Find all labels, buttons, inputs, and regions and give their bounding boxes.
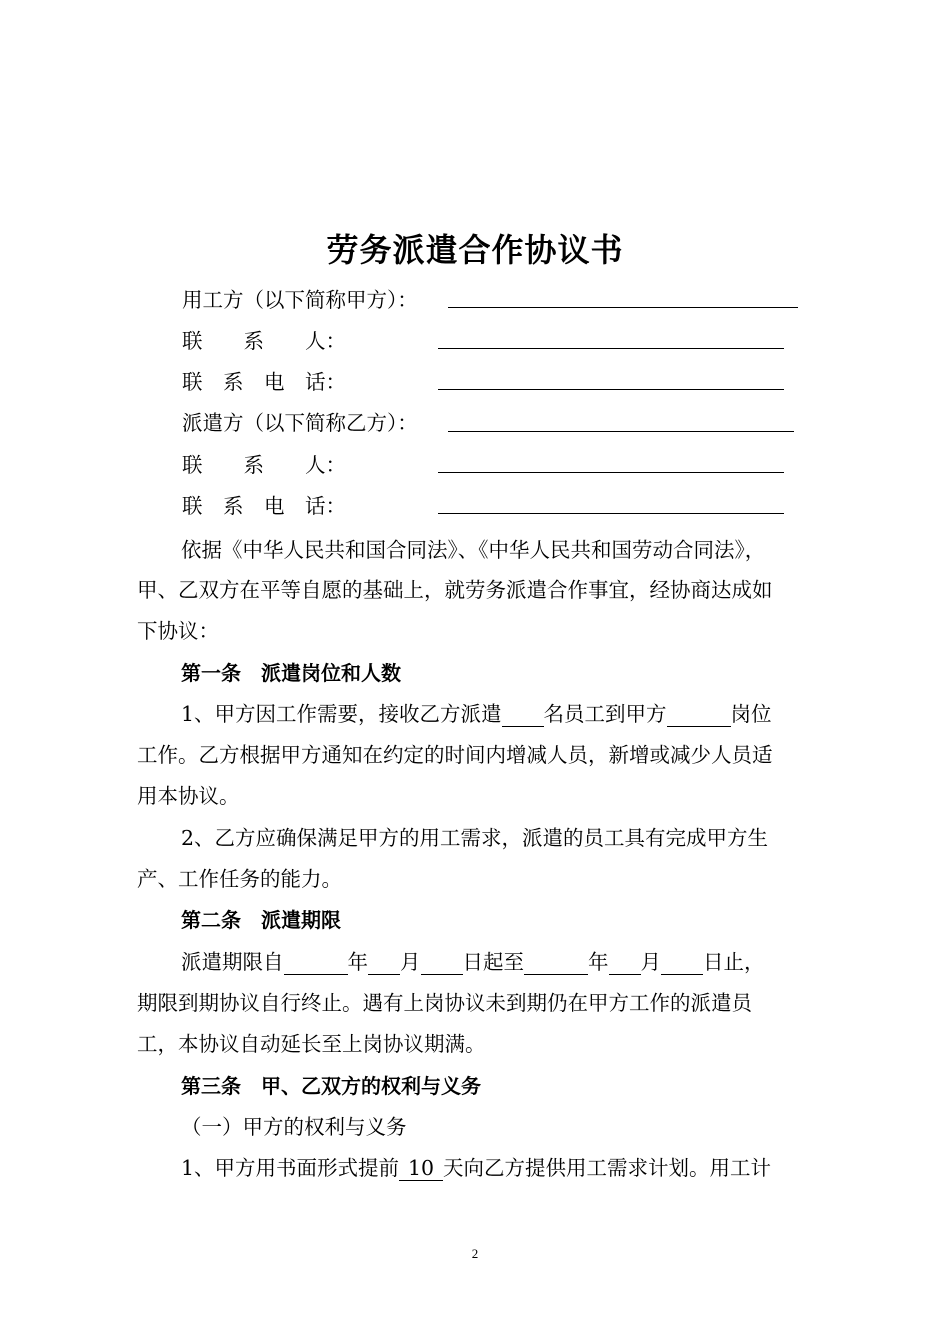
dispatcher-contact-blank[interactable] (438, 472, 784, 473)
article-1-para-1-line-1 (137, 694, 871, 735)
end-month-blank[interactable] (609, 950, 641, 975)
month-label-2: 月 (640, 950, 661, 974)
intro-line-2: 甲、乙双方在平等自愿的基础上，就劳务派遣合作事宜，经协商达成如 (137, 578, 773, 602)
article-3-text-a: 1、甲方用书面形式提前 (181, 1156, 400, 1180)
article-2-line-3: 工，本协议自动延长至上岗协议期满。 (137, 1032, 486, 1056)
start-year-blank[interactable] (284, 950, 348, 975)
notice-days[interactable]: 10 (399, 1156, 443, 1181)
start-label: 日起至 (462, 950, 524, 974)
employer-label: 用工方（以下简称甲方）： (182, 288, 418, 312)
article-1-text-c: 岗位 (730, 702, 772, 726)
employer-phone-blank[interactable] (438, 389, 784, 390)
employer-contact-blank[interactable] (438, 348, 784, 349)
article-2-line-1 (137, 942, 871, 983)
article-3-para-1-line-1 (137, 1148, 871, 1189)
employer-phone-label: 联 系 电 话： (182, 370, 346, 394)
dispatcher-contact-label: 联 系 人： (182, 453, 346, 477)
document-title: 劳务派遣合作协议书 (326, 231, 624, 269)
end-year-blank[interactable] (524, 950, 588, 975)
month-label: 月 (400, 950, 421, 974)
dispatcher-phone-blank[interactable] (438, 513, 784, 514)
position-blank[interactable] (667, 702, 731, 727)
intro-line-3: 下协议： (137, 619, 219, 643)
employer-contact-label: 联 系 人： (182, 329, 346, 353)
year-label: 年 (347, 950, 368, 974)
employer-blank[interactable] (448, 307, 798, 308)
article-1-heading: 第一条 派遣岗位和人数 (181, 661, 401, 685)
article-1-para-1-line-2: 工作。乙方根据甲方通知在约定的时间内增减人员，新增或减少人员适 (137, 743, 773, 767)
worker-count-blank[interactable] (502, 702, 544, 727)
article-3-text-b: 天向乙方提供用工需求计划。用工计 (443, 1156, 772, 1180)
end-day-blank[interactable] (661, 950, 703, 975)
page-number: 2 (471, 1246, 479, 1261)
dispatcher-label: 派遣方（以下简称乙方）： (182, 411, 418, 435)
year-label-2: 年 (588, 950, 609, 974)
start-month-blank[interactable] (368, 950, 400, 975)
intro-line-1: 依据《中华人民共和国合同法》、《中华人民共和国劳动合同法》， (181, 538, 766, 562)
dispatcher-blank[interactable] (448, 431, 794, 432)
end-label: 日止， (703, 950, 765, 974)
article-2-text-a: 派遣期限自 (181, 950, 284, 974)
article-2-line-2: 期限到期协议自行终止。遇有上岗协议未到期仍在甲方工作的派遣员 (137, 991, 752, 1015)
article-1-text-a: 1、甲方因工作需要，接收乙方派遣 (181, 702, 502, 726)
dispatcher-phone-label: 联 系 电 话： (182, 494, 346, 518)
article-1-para-1-line-3: 用本协议。 (137, 784, 240, 808)
article-3-heading: 第三条 甲、乙双方的权利与义务 (181, 1074, 481, 1098)
article-3-subheading-1: （一）甲方的权利与义务 (181, 1115, 407, 1139)
article-1-text-b: 名员工到甲方 (543, 702, 667, 726)
start-day-blank[interactable] (421, 950, 463, 975)
article-1-para-2-line-1: 2、乙方应确保满足甲方的用工需求，派遣的员工具有完成甲方生 (181, 826, 769, 850)
article-1-para-2-line-2: 产、工作任务的能力。 (137, 867, 342, 891)
article-2-heading: 第二条 派遣期限 (181, 908, 341, 932)
